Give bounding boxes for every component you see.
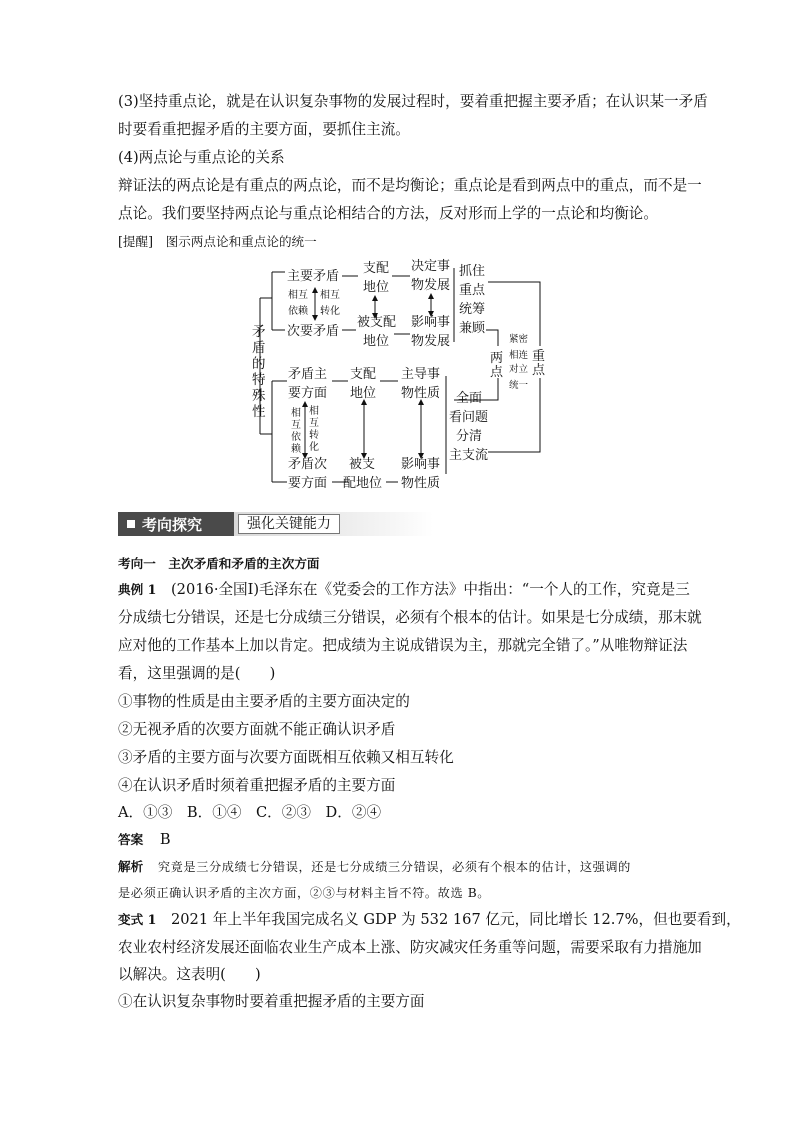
unity-focus: 点 [532,363,546,378]
square-bullet-icon [127,520,135,528]
root-char: 的 [252,356,266,372]
unity-two-points: 点 [490,365,504,380]
bottom-dominated: 配地位 [343,476,383,491]
variant-line-1 [118,910,741,930]
bottom-relation-right: 相 [309,406,319,417]
root-char: 矛 [252,324,266,340]
variant-option-1: ①在认识复杂事物时要着重把握矛盾的主要方面 [118,993,425,1010]
answer-label: 答案 [118,832,144,847]
variant-label: 变式 1 [118,912,157,927]
variant-line-3: 以解决。这表明( ) [118,966,261,983]
example-line-1 [118,580,690,600]
bottom-relation-left: 依 [291,432,301,443]
bottom-method: 分清 [456,429,483,444]
banner-title: 考向探究 [142,516,203,534]
root-char: 殊 [252,388,266,404]
top-relation-right: 转化 [320,306,340,317]
bottom-relation-right: 转 [309,430,319,441]
banner-dark-block [118,512,234,536]
top-method: 抓住 [459,264,486,279]
main-aspect-label: 要方面 [288,386,328,401]
top-dominant: 支配 [363,261,390,276]
unity-relation: 相连 [509,350,529,361]
bottom-method: 全面 [456,391,483,406]
example-line-2: 分成绩七分错误，还是七分成绩三分错误，必须有个根本的估计。如果是七分成绩，那末就 [118,609,702,626]
secondary-aspect-label: 矛盾次 [288,457,328,472]
option-4: ④在认识矛盾时须着重把握矛盾的主要方面 [118,777,396,794]
analysis-label: 解析 [118,859,144,874]
analysis-line-1 [118,857,631,877]
bottom-relation-left: 赖 [291,444,301,455]
bottom-dominated: 被支 [349,457,376,472]
answer-line [118,830,171,850]
paragraph-4-line-2: 点论。我们要坚持两点论与重点论相结合的方法，反对形而上学的一点论和均衡论。 [118,205,658,222]
bottom-dominant: 地位 [350,386,377,401]
bottom-leads: 物性质 [401,386,441,401]
answer-value: B [159,831,171,848]
bottom-relation-left: 相 [291,408,301,419]
section-banner [118,512,433,536]
bottom-method: 主支流 [449,448,489,463]
top-decides: 物发展 [411,278,451,293]
top-dominated: 被支配 [357,315,397,330]
bottom-affects: 物性质 [401,476,441,491]
bottom-dominant: 支配 [350,367,377,382]
option-2: ②无视矛盾的次要方面就不能正确认识矛盾 [118,721,396,738]
tip-heading: [提醒] 图示两点论和重点论的统一 [118,234,317,249]
unity-focus: 重 [532,349,546,364]
top-relation-right: 相互 [320,290,340,301]
root-char: 盾 [252,340,266,356]
analysis-text: 究竟是三分成绩七分错误，还是七分成绩三分错误，必须有个根本的估计，这强调的 [157,860,631,874]
top-method: 重点 [459,283,486,298]
example-label: 典例 1 [118,582,157,597]
top-method: 兼顾 [459,321,486,336]
variant-line-2: 农业农村经济发展还面临农业生产成本上涨、防灾减灾任务重等问题，需要采取有力措施加 [118,939,702,956]
bottom-relation-right: 化 [309,442,319,453]
bottom-affects: 影响事 [401,457,441,472]
section-title: 考向一 主次矛盾和矛盾的主次方面 [118,556,320,571]
main-contradiction-label: 主要矛盾 [287,269,340,284]
paragraph-4-line-1: 辩证法的两点论是有重点的两点论，而不是均衡论；重点论是看到两点中的重点，而不是一 [118,177,702,194]
top-relation-left: 相互 [288,290,308,301]
example-line-4: 看，这里强调的是( ) [118,665,276,682]
secondary-contradiction-label: 次要矛盾 [287,324,340,339]
unity-relation: 紧密 [509,334,529,345]
unity-relation: 统一 [509,380,529,391]
secondary-aspect-label: 要方面 [288,476,328,491]
option-1: ①事物的性质是由主要矛盾的主要方面决定的 [118,693,410,710]
answer-choices: A．①③ B．①④ C．②③ D．②④ [118,804,382,821]
top-decides: 决定事 [411,259,451,274]
paragraph-3-line-2: 时要看重把握矛盾的主要方面，要抓住主流。 [118,121,410,138]
bottom-leads: 主导事 [401,367,441,382]
paragraph-3-line-1: (3)坚持重点论，就是在认识复杂事物的发展过程时，要着重把握主要矛盾；在认识某一矛盾 [118,93,708,110]
top-affects: 影响事 [411,315,451,330]
top-relation-left: 依赖 [288,306,308,317]
top-dominant: 地位 [363,280,390,295]
banner-subtitle: 强化关键能力 [238,514,340,534]
analysis-line-2: 是必须正确认识矛盾的主次方面，②③与材料主旨不符。故选 B。 [118,886,491,900]
main-aspect-label: 矛盾主 [288,367,328,382]
example-text: (2016·全国Ⅰ)毛泽东在《党委会的工作方法》中指出：“一个人的工作，究竟是三 [170,581,690,598]
paragraph-4-title: (4)两点论与重点论的关系 [118,149,285,166]
root-char: 特 [252,372,266,388]
top-method: 统筹 [459,302,486,317]
example-line-3: 应对他的工作基本上加以肯定。把成绩为主说成错误为主，那就完全错了。”从唯物辩证法 [118,637,688,654]
bottom-method: 看问题 [449,410,489,425]
top-dominated: 地位 [363,334,390,349]
bottom-relation-left: 互 [291,420,301,431]
root-char: 性 [252,404,266,420]
variant-text: 2021 年上半年我国完成名义 GDP 为 532 167 亿元，同比增长 12.7%，但也要看到， [170,911,741,928]
option-3: ③矛盾的主要方面与次要方面既相互依赖又相互转化 [118,749,454,766]
unity-relation: 对立 [509,364,529,375]
bottom-relation-right: 互 [309,418,319,429]
unity-two-points: 两 [490,351,504,366]
top-affects: 物发展 [411,334,451,349]
